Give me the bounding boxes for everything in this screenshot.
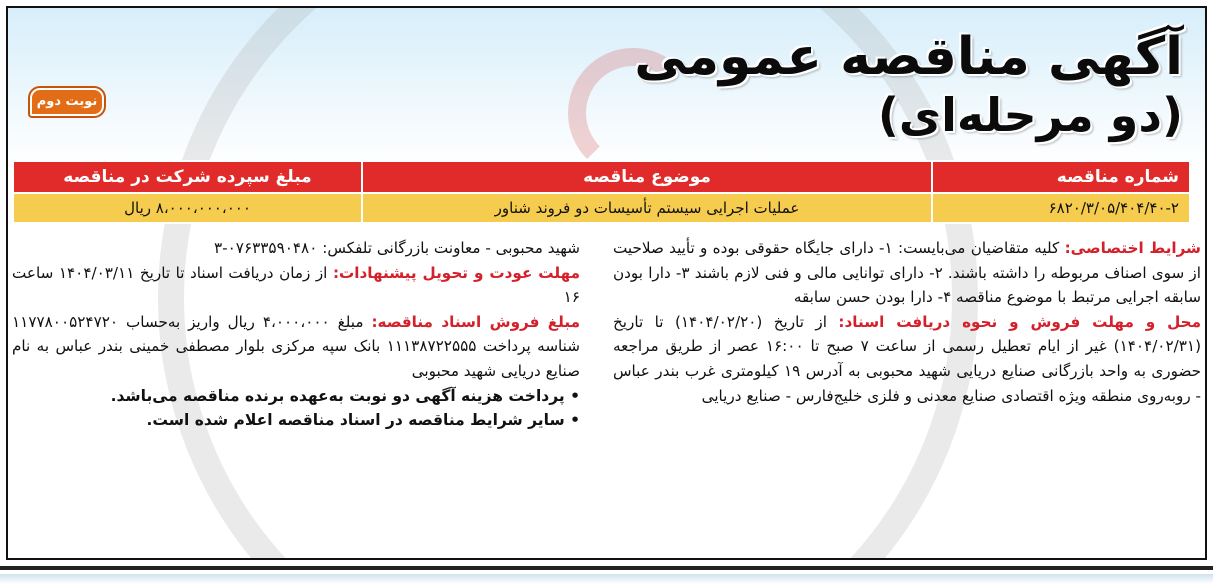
title-line-1: آگهی مناقصه عمومی [634, 27, 1183, 87]
left-column-text [12, 236, 580, 433]
price-label: مبلغ فروش اسناد مناقصه: [371, 312, 580, 331]
deadline-label: مهلت عودت و تحویل پیشنهادات: [332, 263, 581, 282]
bottom-strip [0, 574, 1213, 584]
price-text: مبلغ ۴،۰۰۰،۰۰۰ ریال واریز به‌حساب ۱۱۷۷۸۰۰۵۲۴۷۲۰ شناسه پرداخت ۱۱۱۳۸۷۲۲۵۵۵ بانک سپه مرکزی بلوار مصطفی خمینی بندر عباس به نام صنایع دریایی شهید محبوبی [12, 312, 580, 380]
cell-tender-subject: عملیات اجرایی سیستم تأسیسات دو فروند شناور [362, 193, 932, 223]
deadline-text: از زمان دریافت اسناد تا تاریخ ۱۴۰۴/۰۳/۱۱ ساعت ۱۶ [12, 263, 580, 307]
cell-deposit-amount: ۸،۰۰۰،۰۰۰،۰۰۰ ریال [13, 193, 362, 223]
table-header-row [13, 161, 1190, 193]
contact-text: شهید محبوبی - معاونت بازرگانی تلفکس: ۰۷۶۳۳۵۹۰۴۸۰-۳ [213, 239, 580, 257]
header-tender-subject: موضوع مناقصه [362, 161, 932, 193]
note-other-conditions: • سایر شرایط مناقصه در اسناد مناقصه اعلام شده است. [146, 411, 580, 430]
notice-title [634, 27, 1183, 142]
round-badge: نوبت دوم [30, 88, 104, 116]
cell-tender-number: ۶۸۲۰/۳/۰۵/۴۰۴/۴۰-۲ [932, 193, 1190, 223]
header-tender-number: شماره مناقصه [932, 161, 1190, 193]
special-conditions-label: شرایط اختصاصی: [1064, 239, 1201, 257]
right-column-text [613, 236, 1201, 408]
bottom-rule [0, 566, 1213, 570]
special-conditions-text: کلیه متقاضیان می‌بایست: ۱- دارای جایگاه حقوقی بوده و تأیید صلاحیت از سوی اصناف مربوطه را داشته باشند. ۲- دارای توانایی مالی و فنی لازم باشند ۳- دارا بودن سابقه اجرایی مرتبط با موضوع مناقصه ۴- دارا بودن حسن سابقه [613, 239, 1201, 307]
sale-place-text: از تاریخ (۱۴۰۴/۰۲/۲۰) تا تاریخ (۱۴۰۴/۰۲/۳۱) غیر از ایام تعطیل رسمی از ساعت ۷ صبح تا ۱۶:۰۰ عصر از طریق مراجعه حضوری به واحد بازرگانی صنایع دریایی شهید محبوبی به آدرس ۱۹ کیلومتری غرب بندر عباس - روبه‌روی منطقه ویژه اقتصادی صنایع معدنی و فلزی خلیج‌فارس - صنایع دریایی [613, 312, 1202, 405]
note-ad-cost: • پرداخت هزینه آگهی دو نوبت به‌عهده برنده مناقصه می‌باشد. [110, 386, 580, 405]
tender-table [12, 160, 1191, 224]
title-line-2: (دو مرحله‌ای) [877, 87, 1183, 142]
sale-place-label: محل و مهلت فروش و نحوه دریافت اسناد: [838, 312, 1202, 331]
table-row [13, 193, 1190, 223]
header-deposit-amount: مبلغ سپرده شرکت در مناقصه [13, 161, 362, 193]
